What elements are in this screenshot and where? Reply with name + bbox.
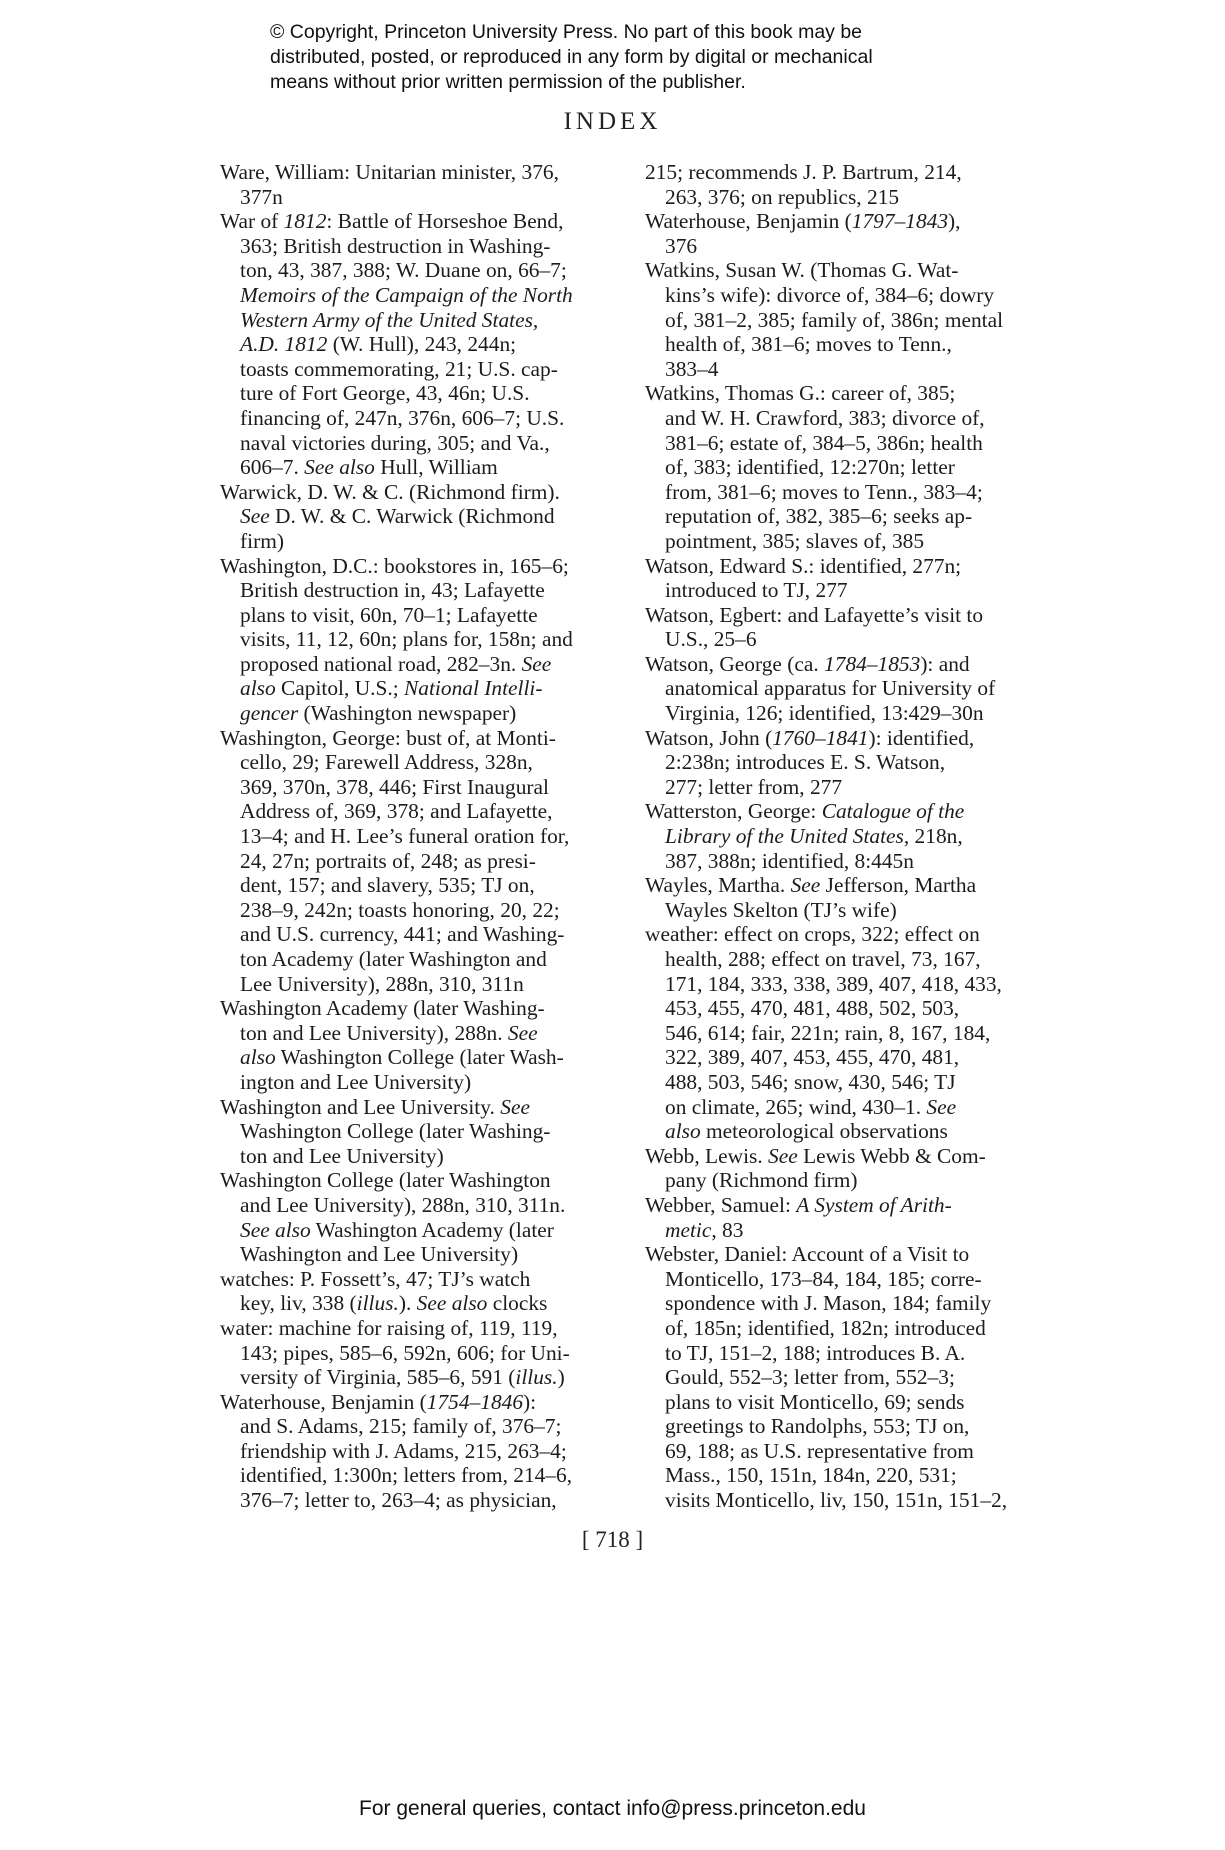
index-column-left: [220, 160, 640, 1513]
index-entry-line: See D. W. & C. Warwick (Richmond: [240, 504, 555, 529]
index-entry-line: Washington, D.C.: bookstores in, 165–6;: [220, 553, 569, 578]
index-entry-line: of, 383; identified, 12:270n; letter: [665, 455, 955, 480]
index-entry-line: visits Monticello, liv, 150, 151n, 151–2,: [665, 1488, 1008, 1513]
index-entry-line: 69, 188; as U.S. representative from: [665, 1438, 974, 1463]
index-entry-line: gencer (Washington newspaper): [240, 701, 517, 726]
index-entry-line: U.S., 25–6: [665, 627, 757, 652]
index-entry: [645, 160, 1065, 209]
index-entry-line: health of, 381–6; moves to Tenn.,: [665, 332, 952, 357]
index-entry-line: Watson, Egbert: and Lafayette’s visit to: [645, 602, 984, 627]
index-entry: [645, 603, 1065, 652]
index-entry-line: Watson, John (1760–1841): identified,: [645, 725, 975, 750]
index-entry-line: Warwick, D. W. & C. (Richmond firm).: [220, 479, 560, 504]
index-entry-line: 387, 388n; identified, 8:445n: [665, 848, 914, 873]
index-entry: [645, 209, 1065, 258]
index-entry-line: and U.S. currency, 441; and Washing-: [240, 922, 565, 947]
index-entry: [220, 160, 640, 209]
index-entry-line: plans to visit Monticello, 69; sends: [665, 1389, 965, 1414]
index-entry-line: Webb, Lewis. See Lewis Webb & Com-: [645, 1143, 986, 1168]
index-entry-line: Washington and Lee University): [240, 1242, 519, 1267]
index-entry-line: Washington and Lee University. See: [220, 1094, 530, 1119]
index-entry-line: Wayles, Martha. See Jefferson, Martha: [645, 873, 977, 898]
index-entry-line: A.D. 1812 (W. Hull), 243, 244n;: [240, 332, 517, 357]
index-entry-line: watches: P. Fossett’s, 47; TJ’s watch: [220, 1266, 531, 1291]
index-entry: [645, 1242, 1065, 1513]
index-entry: [645, 726, 1065, 800]
index-entry-line: 606–7. See also Hull, William: [240, 455, 498, 480]
index-entry-line: Waterhouse, Benjamin (1797–1843),: [645, 209, 961, 234]
index-entry-line: greetings to Randolphs, 553; TJ on,: [665, 1414, 970, 1439]
index-entry-line: cello, 29; Farewell Address, 328n,: [240, 750, 533, 775]
index-entry-line: ton and Lee University): [240, 1143, 444, 1168]
index-entry-line: Wayles Skelton (TJ’s wife): [665, 897, 897, 922]
index-entry-line: 13–4; and H. Lee’s funeral oration for,: [240, 824, 570, 849]
index-entry-line: Watkins, Thomas G.: career of, 385;: [645, 381, 956, 406]
index-entry-line: 488, 503, 546; snow, 430, 546; TJ: [665, 1069, 956, 1094]
index-entry-line: from, 381–6; moves to Tenn., 383–4;: [665, 479, 983, 504]
index-entry-line: Western Army of the United States,: [240, 307, 539, 332]
index-entry-line: 24, 27n; portraits of, 248; as presi-: [240, 848, 536, 873]
index-entry-line: Address of, 369, 378; and Lafayette,: [240, 799, 553, 824]
copyright-line: © Copyright, Princeton University Press. No part of this book may be: [270, 21, 863, 43]
index-entry: [645, 652, 1065, 726]
index-entry-line: Watkins, Susan W. (Thomas G. Wat-: [645, 258, 959, 283]
index-entry-line: Memoirs of the Campaign of the North: [240, 282, 573, 307]
index-entry: [220, 209, 640, 480]
index-column-right: [645, 160, 1065, 1513]
index-entry-line: British destruction in, 43; Lafayette: [240, 578, 545, 603]
index-entry: [645, 1144, 1065, 1193]
index-entry-line: ton, 43, 387, 388; W. Duane on, 66–7;: [240, 258, 567, 283]
page-number: [ 718 ]: [581, 1527, 644, 1552]
index-entry-line: and W. H. Crawford, 383; divorce of,: [665, 405, 985, 430]
index-entry-line: 143; pipes, 585–6, 592n, 606; for Uni-: [240, 1340, 570, 1365]
index-entry-line: War of 1812: Battle of Horseshoe Bend,: [220, 209, 564, 234]
index-entry-line: Monticello, 173–84, 184, 185; corre-: [665, 1266, 982, 1291]
index-entry: [220, 1095, 640, 1169]
index-entry-line: 381–6; estate of, 384–5, 386n; health: [665, 430, 983, 455]
index-entry-line: also Washington College (later Wash-: [240, 1045, 564, 1070]
index-entry-line: naval victories during, 305; and Va.,: [240, 430, 550, 455]
index-entry-line: identified, 1:300n; letters from, 214–6,: [240, 1463, 573, 1488]
index-entry: [220, 996, 640, 1094]
index-entry-line: water: machine for raising of, 119, 119,: [220, 1315, 558, 1340]
index-entry-line: 2:238n; introduces E. S. Watson,: [665, 750, 946, 775]
index-entry-line: of, 185n; identified, 182n; introduced: [665, 1315, 986, 1340]
index-entry-line: Washington, George: bust of, at Monti-: [220, 725, 556, 750]
index-entry-line: of, 381–2, 385; family of, 386n; mental: [665, 307, 1004, 332]
index-entry-line: Ware, William: Unitarian minister, 376,: [220, 160, 559, 184]
index-entry: [645, 799, 1065, 873]
index-entry-line: 376: [665, 233, 698, 258]
index-entry-line: 383–4: [665, 356, 719, 381]
page-title: INDEX: [563, 108, 662, 135]
index-entry-line: anatomical apparatus for University of: [665, 676, 996, 701]
index-entry: [645, 554, 1065, 603]
index-entry-line: Mass., 150, 151n, 184n, 220, 531;: [665, 1463, 957, 1488]
index-entry-line: reputation of, 382, 385–6; seeks ap-: [665, 504, 973, 529]
index-entry: [645, 922, 1065, 1143]
index-entry-line: 363; British destruction in Washing-: [240, 233, 551, 258]
index-entry-line: health, 288; effect on travel, 73, 167,: [665, 947, 981, 971]
index-entry-line: kins’s wife): divorce of, 384–6; dowry: [665, 282, 995, 307]
index-entry-line: toasts commemorating, 21; U.S. cap-: [240, 356, 558, 381]
index-entry-line: key, liv, 338 (illus.). See also clocks: [240, 1291, 548, 1316]
index-entry-line: Washington College (later Washington: [220, 1168, 551, 1193]
index-entry: [645, 381, 1065, 553]
index-entry-line: Washington Academy (later Washing-: [220, 996, 545, 1021]
index-entry-line: 453, 455, 470, 481, 488, 502, 503,: [665, 996, 960, 1021]
index-entry-line: Webber, Samuel: A System of Arith-: [645, 1192, 952, 1217]
index-entry-line: financing of, 247n, 376n, 606–7; U.S.: [240, 405, 565, 430]
index-entry-line: to TJ, 151–2, 188; introduces B. A.: [665, 1340, 966, 1365]
index-entry-line: weather: effect on crops, 322; effect on: [645, 922, 980, 947]
index-entry-line: 369, 370n, 378, 446; First Inaugural: [240, 774, 549, 799]
index-entry: [645, 873, 1065, 922]
index-entry-line: 263, 376; on republics, 215: [665, 184, 900, 209]
index-entry-line: 277; letter from, 277: [665, 774, 843, 799]
index-entry-line: Washington College (later Washing-: [240, 1119, 551, 1144]
index-entry-line: Watson, Edward S.: identified, 277n;: [645, 553, 962, 578]
index-entry-line: ington and Lee University): [240, 1069, 472, 1094]
index-entry-line: also meteorological observations: [665, 1119, 948, 1144]
index-entry: [220, 1168, 640, 1266]
index-entry-line: visits, 11, 12, 60n; plans for, 158n; and: [240, 627, 573, 652]
index-entry-line: proposed national road, 282–3n. See: [240, 651, 552, 676]
index-entry-line: Gould, 552–3; letter from, 552–3;: [665, 1365, 955, 1390]
index-entry: [220, 480, 640, 554]
index-entry: [220, 726, 640, 997]
index-entry-line: and Lee University), 288n, 310, 311n.: [240, 1192, 566, 1217]
index-entry-line: 171, 184, 333, 338, 389, 407, 418, 433,: [665, 971, 1002, 996]
index-entry-line: Watson, George (ca. 1784–1853): and: [645, 651, 970, 676]
index-entry-line: See also Washington Academy (later: [240, 1217, 554, 1242]
index-entry-line: introduced to TJ, 277: [665, 578, 848, 603]
index-entry-line: Library of the United States, 218n,: [665, 824, 963, 849]
index-entry-line: Lee University), 288n, 310, 311n: [240, 971, 524, 996]
index-entry: [220, 1316, 640, 1390]
index-entry-line: firm): [240, 528, 284, 553]
index-entry-line: 238–9, 242n; toasts honoring, 20, 22;: [240, 897, 560, 922]
index-entry: [220, 1390, 640, 1513]
index-entry: [645, 258, 1065, 381]
index-entry-line: 376–7; letter to, 263–4; as physician,: [240, 1488, 557, 1513]
index-entry-line: also Capitol, U.S.; National Intelli-: [240, 676, 543, 701]
footer-contact: For general queries, contact info@press.princeton.edu: [359, 1797, 866, 1820]
index-entry-line: ture of Fort George, 43, 46n; U.S.: [240, 381, 530, 406]
index-entry-line: ton and Lee University), 288n. See: [240, 1020, 538, 1045]
index-entry-line: 215; recommends J. P. Bartrum, 214,: [645, 160, 962, 184]
copyright-line: means without prior written permission of the publisher.: [270, 71, 746, 93]
index-entry-line: on climate, 265; wind, 430–1. See: [665, 1094, 957, 1119]
index-entry-line: ton Academy (later Washington and: [240, 947, 547, 971]
index-entry-line: Webster, Daniel: Account of a Visit to: [645, 1242, 970, 1267]
index-entry-line: plans to visit, 60n, 70–1; Lafayette: [240, 602, 538, 627]
index-entry-line: pany (Richmond firm): [665, 1168, 858, 1193]
copyright-notice: [270, 20, 990, 95]
index-entry-line: dent, 157; and slavery, 535; TJ on,: [240, 873, 535, 898]
index-entry-line: 322, 389, 407, 453, 455, 470, 481,: [665, 1045, 960, 1070]
index-entry: [645, 1193, 1065, 1242]
copyright-line: distributed, posted, or reproduced in any form by digital or mechanical: [270, 46, 873, 68]
index-entry-line: pointment, 385; slaves of, 385: [665, 528, 925, 553]
index-entry: [220, 554, 640, 726]
index-entry-line: versity of Virginia, 585–6, 591 (illus.): [240, 1365, 565, 1390]
index-entry-line: Virginia, 126; identified, 13:429–30n: [665, 701, 984, 726]
index-entry-line: 377n: [240, 184, 283, 209]
index-entry: [220, 1267, 640, 1316]
index-entry-line: 546, 614; fair, 221n; rain, 8, 167, 184,: [665, 1020, 991, 1045]
index-entry-line: friendship with J. Adams, 215, 263–4;: [240, 1438, 567, 1463]
index-entry-line: spondence with J. Mason, 184; family: [665, 1291, 992, 1316]
index-entry-line: Waterhouse, Benjamin (1754–1846):: [220, 1389, 537, 1414]
index-entry-line: and S. Adams, 215; family of, 376–7;: [240, 1414, 562, 1439]
index-entry-line: metic, 83: [665, 1217, 744, 1242]
index-entry-line: Watterston, George: Catalogue of the: [645, 799, 965, 824]
